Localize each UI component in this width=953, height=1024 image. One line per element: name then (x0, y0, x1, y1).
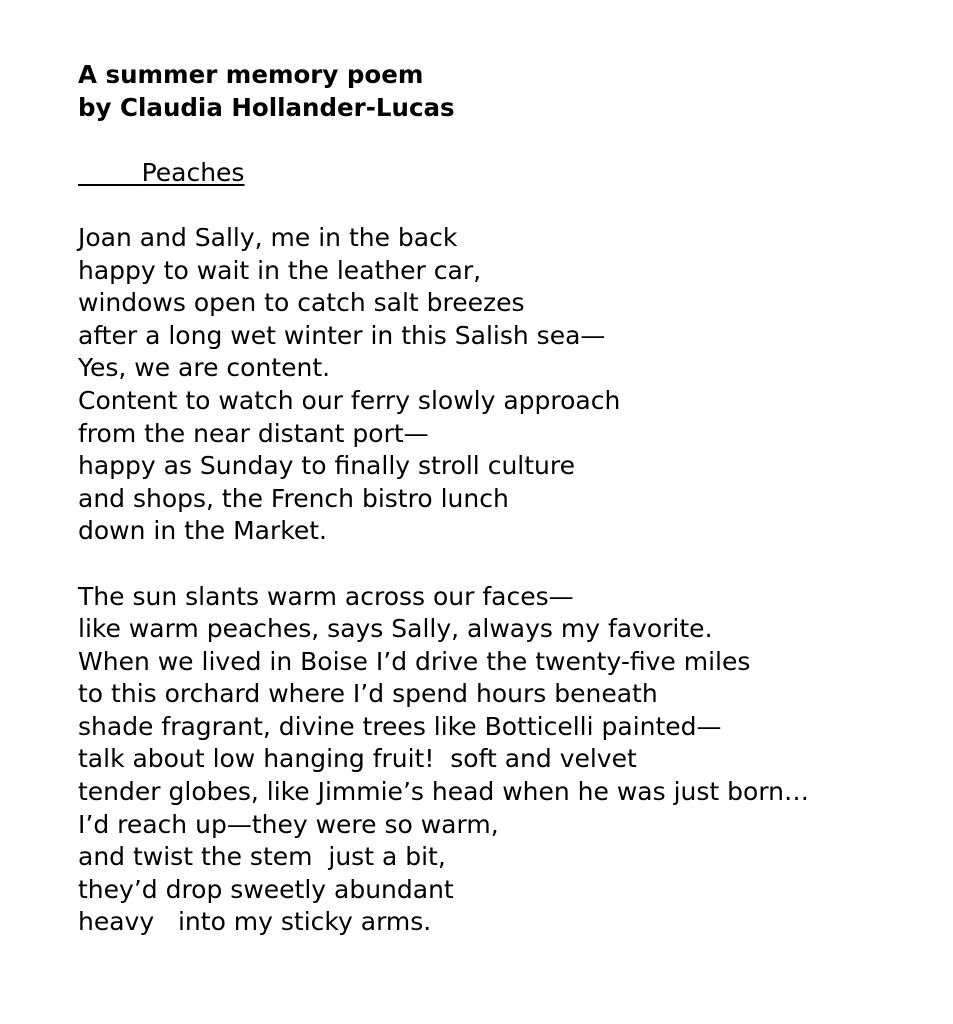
poem-line: they’d drop sweetly abundant (78, 874, 454, 904)
poem-line: tender globes, like Jimmie’s head when he was just born… (78, 777, 810, 807)
poem-line: Joan and Sally, me in the back (78, 222, 458, 252)
poem-title (78, 157, 809, 190)
poem-line: Content to watch our ferry slowly approach (78, 385, 621, 415)
poem-line: from the near distant port— (78, 418, 429, 448)
blank-line (78, 124, 809, 157)
poem-line: and shops, the French bistro lunch (78, 483, 509, 513)
poem-line: When we lived in Boise I’d drive the twenty-five miles (78, 646, 751, 676)
poem-line: I’d reach up—they were so warm, (78, 809, 499, 839)
poem-line: shade fragrant, divine trees like Botticelli painted— (78, 711, 722, 741)
document-title: A summer memory poem (78, 60, 424, 89)
poem-line: heavy into my sticky arms. (78, 907, 432, 937)
poem-document (78, 59, 809, 939)
poem-line: and twist the stem just a bit, (78, 842, 446, 872)
stanza-2 (78, 581, 809, 940)
poem-line: to this orchard where I’d spend hours beneath (78, 679, 658, 709)
poem-line: talk about low hanging fruit! soft and velvet (78, 744, 637, 774)
poem-line: Yes, we are content. (78, 353, 331, 383)
poem-title-text: Peaches (141, 157, 245, 187)
author-byline: by Claudia Hollander-Lucas (78, 92, 455, 122)
poem-line: like warm peaches, says Sally, always my favorite. (78, 614, 713, 644)
blank-line (78, 548, 809, 581)
poem-line: happy to wait in the leather car, (78, 255, 482, 285)
poem-line: down in the Market. (78, 516, 327, 546)
stanza-1 (78, 222, 809, 548)
poem-line: windows open to catch salt breezes (78, 288, 525, 318)
poem-line: The sun slants warm across our faces— (78, 581, 574, 611)
poem-title-indent (78, 158, 142, 187)
poem-line: happy as Sunday to finally stroll culture (78, 451, 575, 481)
poem-line: after a long wet winter in this Salish sea— (78, 320, 606, 350)
blank-line (78, 189, 809, 222)
